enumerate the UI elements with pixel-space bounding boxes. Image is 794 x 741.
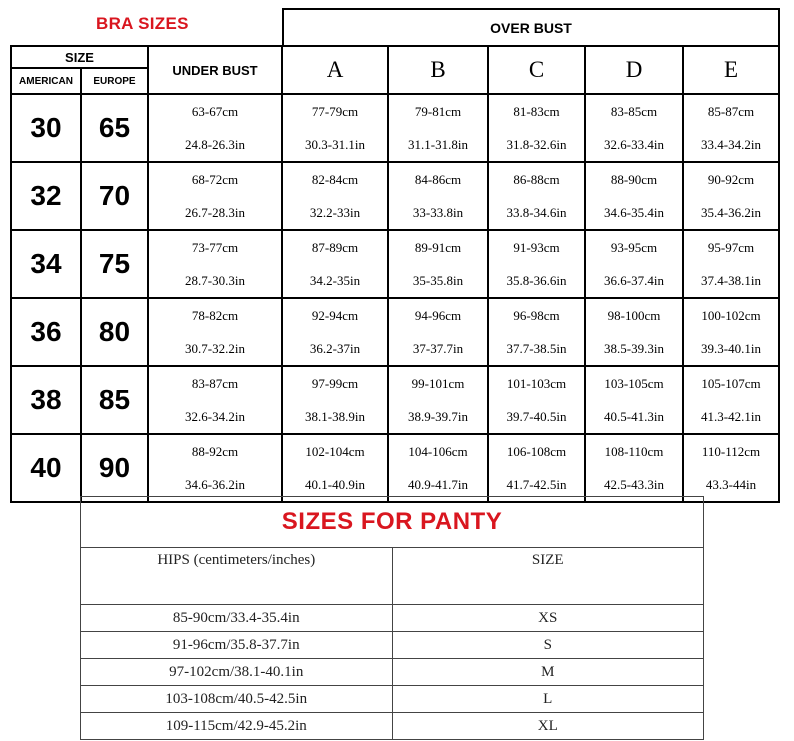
europe-size: 65: [81, 94, 148, 162]
over-bust-cm: 97-99cm: [311, 376, 359, 391]
over-bust-in: 37.4-38.1in: [701, 273, 761, 288]
over-bust-cm: 104-106cm: [408, 444, 468, 459]
bra-size-table: [10, 45, 780, 503]
over-bust-cell: [388, 434, 488, 502]
under-bust-cell: [148, 162, 282, 230]
under-bust-in: 32.6-34.2in: [185, 409, 245, 424]
under-bust-cm: 78-82cm: [191, 308, 239, 323]
over-bust-in: 42.5-43.3in: [604, 477, 664, 492]
over-bust-in: 33.4-34.2in: [701, 137, 761, 152]
europe-size: 80: [81, 298, 148, 366]
over-bust-cell: [585, 366, 683, 434]
under-bust-cm: 73-77cm: [191, 240, 239, 255]
under-bust-cm: 68-72cm: [191, 172, 239, 187]
under-bust-cell: [148, 230, 282, 298]
panty-size-value: M: [392, 659, 703, 686]
over-bust-cm: 77-79cm: [311, 104, 359, 119]
over-bust-header: OVER BUST: [282, 8, 780, 45]
over-bust-cm: 84-86cm: [414, 172, 462, 187]
under-bust-cell: [148, 366, 282, 434]
under-bust-cell: [148, 94, 282, 162]
over-bust-cm: 93-95cm: [610, 240, 658, 255]
under-bust-in: 30.7-32.2in: [185, 341, 245, 356]
over-bust-cell: [282, 434, 388, 502]
over-bust-cm: 100-102cm: [701, 308, 761, 323]
american-size: 38: [11, 366, 81, 434]
over-bust-cm: 99-101cm: [411, 376, 465, 391]
panty-size-value: XS: [392, 605, 703, 632]
over-bust-cell: [683, 162, 779, 230]
over-bust-cm: 83-85cm: [610, 104, 658, 119]
over-bust-cell: [683, 434, 779, 502]
under-bust-header: UNDER BUST: [148, 46, 282, 94]
cup-header-a: A: [282, 46, 388, 94]
hips-value: 91-96cm/35.8-37.7in: [81, 632, 392, 659]
under-bust-cm: 63-67cm: [191, 104, 239, 119]
over-bust-in: 38.1-38.9in: [305, 409, 365, 424]
american-size: 32: [11, 162, 81, 230]
american-header: AMERICAN: [11, 68, 81, 94]
over-bust-in: 40.1-40.9in: [305, 477, 365, 492]
over-bust-in: 36.6-37.4in: [604, 273, 664, 288]
under-bust-cm: 88-92cm: [191, 444, 239, 459]
over-bust-in: 43.3-44in: [705, 477, 757, 492]
over-bust-cell: [282, 298, 388, 366]
over-bust-in: 38.5-39.3in: [604, 341, 664, 356]
over-bust-cm: 102-104cm: [305, 444, 365, 459]
panty-size-row: [81, 605, 703, 632]
american-size: 34: [11, 230, 81, 298]
over-bust-cm: 101-103cm: [506, 376, 567, 391]
over-bust-in: 31.8-32.6in: [506, 137, 567, 152]
cup-header-e: E: [683, 46, 779, 94]
over-bust-cm: 90-92cm: [707, 172, 755, 187]
hips-header: HIPS (centimeters/inches): [81, 548, 392, 605]
over-bust-in: 31.1-31.8in: [408, 137, 468, 152]
under-bust-in: 24.8-26.3in: [185, 137, 245, 152]
over-bust-cell: [683, 94, 779, 162]
panty-size-row: [81, 632, 703, 659]
over-bust-in: 39.3-40.1in: [701, 341, 761, 356]
over-bust-cell: [388, 162, 488, 230]
over-bust-in: 38.9-39.7in: [408, 409, 468, 424]
bra-size-row: [11, 434, 779, 502]
over-bust-cm: 89-91cm: [414, 240, 462, 255]
europe-header: EUROPE: [81, 68, 148, 94]
under-bust-cell: [148, 434, 282, 502]
over-bust-cm: 92-94cm: [311, 308, 359, 323]
over-bust-cell: [488, 94, 585, 162]
europe-size: 70: [81, 162, 148, 230]
over-bust-cell: [388, 298, 488, 366]
over-bust-cell: [388, 94, 488, 162]
panty-size-row: [81, 659, 703, 686]
over-bust-cell: [488, 230, 585, 298]
panty-size-value: L: [392, 686, 703, 713]
over-bust-cell: [388, 230, 488, 298]
panty-sizes-title: SIZES FOR PANTY: [81, 497, 703, 548]
over-bust-in: 36.2-37in: [309, 341, 361, 356]
europe-size: 90: [81, 434, 148, 502]
over-bust-cm: 98-100cm: [607, 308, 661, 323]
panty-size-table: [80, 496, 704, 740]
over-bust-in: 41.7-42.5in: [506, 477, 567, 492]
over-bust-cell: [282, 366, 388, 434]
bra-size-row: [11, 162, 779, 230]
cup-header-d: D: [585, 46, 683, 94]
hips-value: 109-115cm/42.9-45.2in: [81, 713, 392, 740]
over-bust-cell: [488, 434, 585, 502]
over-bust-in: 35-35.8in: [412, 273, 464, 288]
over-bust-cm: 94-96cm: [414, 308, 462, 323]
over-bust-in: 40.5-41.3in: [604, 409, 664, 424]
over-bust-cm: 86-88cm: [513, 172, 560, 187]
under-bust-in: 26.7-28.3in: [185, 205, 245, 220]
american-size: 30: [11, 94, 81, 162]
over-bust-cm: 95-97cm: [707, 240, 755, 255]
over-bust-in: 35.8-36.6in: [506, 273, 567, 288]
bra-sizes-title: BRA SIZES: [96, 14, 189, 33]
over-bust-cell: [585, 298, 683, 366]
cup-header-b: B: [388, 46, 488, 94]
american-size: 40: [11, 434, 81, 502]
over-bust-in: 40.9-41.7in: [408, 477, 468, 492]
over-bust-cell: [683, 366, 779, 434]
over-bust-cell: [282, 162, 388, 230]
over-bust-cm: 81-83cm: [513, 104, 560, 119]
panty-size-row: [81, 686, 703, 713]
hips-value: 85-90cm/33.4-35.4in: [81, 605, 392, 632]
under-bust-in: 28.7-30.3in: [185, 273, 245, 288]
over-bust-cell: [585, 94, 683, 162]
hips-value: 97-102cm/38.1-40.1in: [81, 659, 392, 686]
over-bust-cm: 96-98cm: [513, 308, 560, 323]
over-bust-cell: [488, 162, 585, 230]
under-bust-in: 34.6-36.2in: [185, 477, 245, 492]
over-bust-cm: 82-84cm: [311, 172, 359, 187]
over-bust-cell: [585, 434, 683, 502]
american-size: 36: [11, 298, 81, 366]
bra-size-row: [11, 366, 779, 434]
over-bust-cm: 88-90cm: [610, 172, 658, 187]
over-bust-cm: 85-87cm: [707, 104, 755, 119]
cup-header-c: C: [488, 46, 585, 94]
over-bust-cm: 79-81cm: [414, 104, 462, 119]
over-bust-cm: 110-112cm: [701, 444, 761, 459]
over-bust-in: 33.8-34.6in: [506, 205, 567, 220]
over-bust-cell: [683, 298, 779, 366]
over-bust-cm: 105-107cm: [701, 376, 761, 391]
bra-size-row: [11, 298, 779, 366]
over-bust-cell: [683, 230, 779, 298]
over-bust-in: 34.6-35.4in: [604, 205, 664, 220]
europe-size: 75: [81, 230, 148, 298]
over-bust-cell: [388, 366, 488, 434]
under-bust-cm: 83-87cm: [191, 376, 239, 391]
over-bust-cm: 108-110cm: [604, 444, 664, 459]
size-header: SIZE: [11, 46, 148, 68]
panty-size-row: [81, 713, 703, 740]
over-bust-cm: 91-93cm: [513, 240, 560, 255]
over-bust-cell: [488, 298, 585, 366]
over-bust-cm: 87-89cm: [311, 240, 359, 255]
panty-size-header: SIZE: [531, 552, 564, 568]
panty-size-value: XL: [392, 713, 703, 740]
over-bust-in: 32.6-33.4in: [604, 137, 664, 152]
panty-size-value: S: [392, 632, 703, 659]
over-bust-in: 35.4-36.2in: [701, 205, 761, 220]
hips-value: 103-108cm/40.5-42.5in: [81, 686, 392, 713]
over-bust-cell: [585, 162, 683, 230]
bra-size-row: [11, 230, 779, 298]
over-bust-in: 34.2-35in: [309, 273, 361, 288]
over-bust-in: 37.7-38.5in: [506, 341, 567, 356]
over-bust-cm: 106-108cm: [506, 444, 567, 459]
over-bust-in: 30.3-31.1in: [305, 137, 365, 152]
over-bust-cm: 103-105cm: [604, 376, 664, 391]
over-bust-in: 39.7-40.5in: [506, 409, 567, 424]
over-bust-cell: [488, 366, 585, 434]
over-bust-in: 37-37.7in: [412, 341, 464, 356]
europe-size: 85: [81, 366, 148, 434]
over-bust-cell: [585, 230, 683, 298]
over-bust-in: 33-33.8in: [412, 205, 464, 220]
over-bust-cell: [282, 94, 388, 162]
over-bust-in: 32.2-33in: [309, 205, 361, 220]
bra-size-row: [11, 94, 779, 162]
over-bust-in: 41.3-42.1in: [701, 409, 761, 424]
over-bust-cell: [282, 230, 388, 298]
under-bust-cell: [148, 298, 282, 366]
